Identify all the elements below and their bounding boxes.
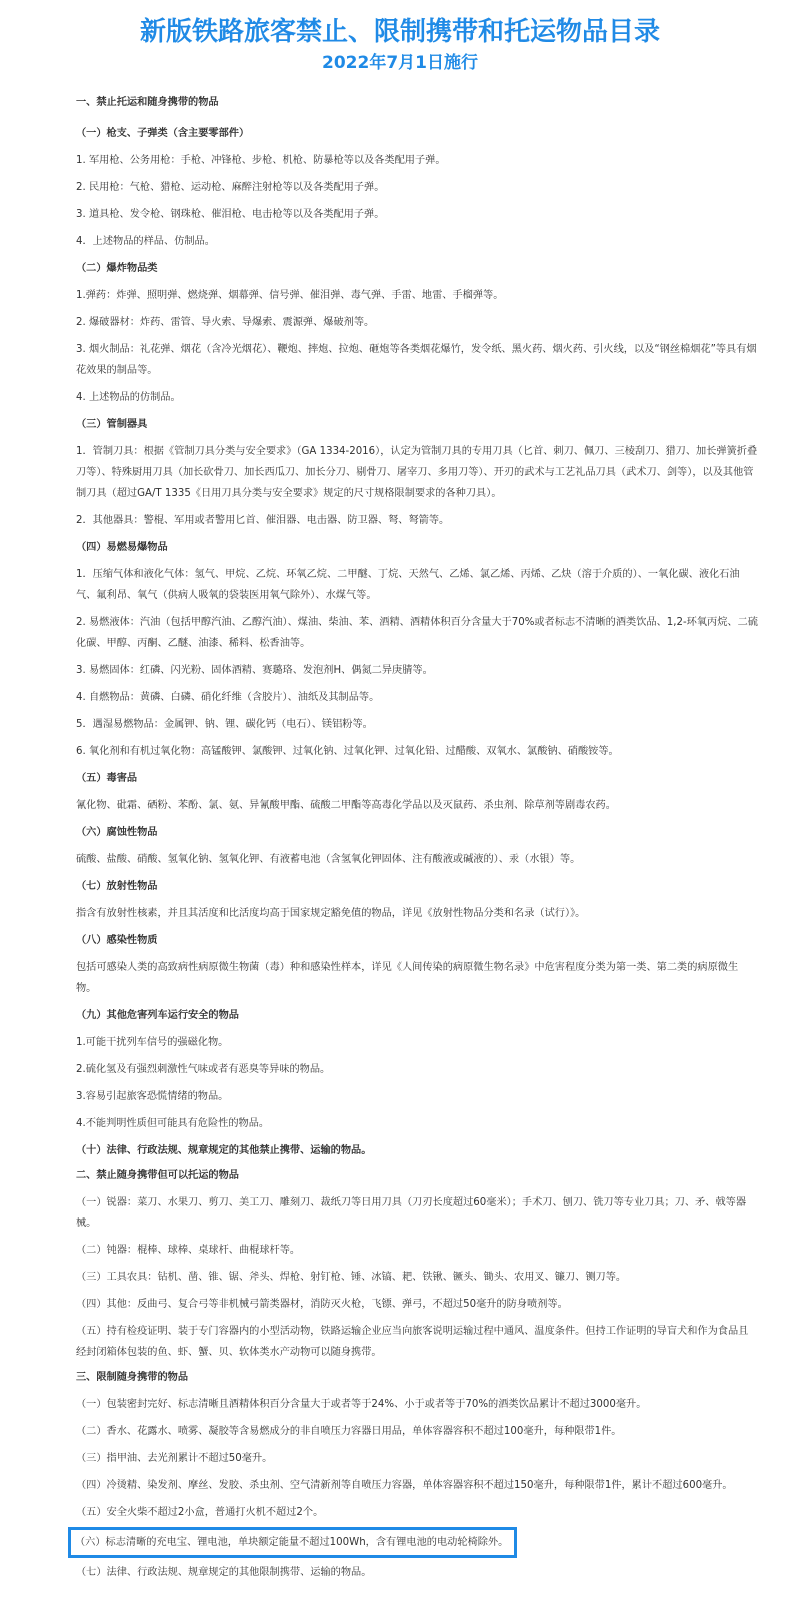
list-item: 指含有放射性核素，并且其活度和比活度均高于国家规定豁免值的物品，详见《放射性物品分类和名录（试行）》。 [76, 908, 586, 919]
list-item: （一）锐器：菜刀、水果刀、剪刀、美工刀、雕刻刀、裁纸刀等日用刀具（刀刃长度超过60毫米）；手术刀、刨刀、铣刀等专业刀具；刀、矛、戟等器械。 [76, 1197, 747, 1229]
section-heading: （二）爆炸物品类 [76, 263, 158, 274]
list-item: （二）钝器：棍棒、球棒、桌球杆、曲棍球杆等。 [76, 1245, 301, 1256]
section-heading: 一、禁止托运和随身携带的物品 [76, 97, 219, 108]
list-item: 1.弹药：炸弹、照明弹、燃烧弹、烟幕弹、信号弹、催泪弹、毒气弹、手雷、地雷、手榴弹等。 [76, 290, 504, 301]
section-heading: 二、禁止随身携带但可以托运的物品 [76, 1170, 239, 1181]
list-item: 2. 民用枪：气枪、猎枪、运动枪、麻醉注射枪等以及各类配用子弹。 [76, 182, 385, 193]
section-heading: （九）其他危害列车运行安全的物品 [76, 1010, 239, 1021]
section-heading: （六）腐蚀性物品 [76, 827, 158, 838]
list-item: （五）安全火柴不超过2小盒，普通打火机不超过2个。 [76, 1507, 324, 1518]
list-item: 5．遇湿易燃物品：金属钾、钠、锂、碳化钙（电石）、镁铝粉等。 [76, 719, 373, 730]
list-item: （三）指甲油、去光剂累计不超过50毫升。 [76, 1453, 273, 1464]
list-item: 1.可能干扰列车信号的强磁化物。 [76, 1037, 229, 1048]
section-heading: （八）感染性物质 [76, 935, 158, 946]
list-item: 4. 自燃物品：黄磷、白磷、硝化纤维（含胶片）、油纸及其制品等。 [76, 692, 380, 703]
list-item: 4．上述物品的样品、仿制品。 [76, 236, 215, 247]
list-item: 2.硫化氢及有强烈刺激性气味或者有恶臭等异味的物品。 [76, 1064, 331, 1075]
catalog-content [0, 92, 800, 1583]
list-item: 1. 军用枪、公务用枪：手枪、冲锋枪、步枪、机枪、防暴枪等以及各类配用子弹。 [76, 155, 446, 166]
list-item: （五）持有检疫证明、装于专门容器内的小型活动物，铁路运输企业应当向旅客说明运输过程中通风、温度条件。但持工作证明的导盲犬和作为食品且经封闭箱体包装的鱼、虾、蟹、贝、软体类水产动物可以随身携带。 [76, 1326, 749, 1358]
list-item: 1．管制刀具：根据《管制刀具分类与安全要求》（GA 1334-2016），认定为管制刀具的专用刀具（匕首、刺刀、佩刀、三棱刮刀、猎刀、加长弹簧折叠刀等）、特殊厨用刀具（加长砍骨刀、加长西瓜刀、加长分刀、剔骨刀、屠宰刀、多用刀等）、开刃的武术与工艺礼品刀具（武术刀、剑等），以及其他管制刀具（超过GA/T 1335《日用刀具分类与安全要求》规定的尺寸规格限制要求的各种刀具）。 [76, 446, 758, 499]
list-item: 1．压缩气体和液化气体：氢气、甲烷、乙烷、环氧乙烷、二甲醚、丁烷、天然气、乙烯、氯乙烯、丙烯、乙炔（溶于介质的）、一氧化碳、液化石油气、氟利昂、氧气（供病人吸氧的袋装医用氧气除外）、水煤气等。 [76, 569, 740, 601]
section-heading: （四）易燃易爆物品 [76, 542, 168, 553]
list-item: 6. 氧化剂和有机过氧化物：高锰酸钾、氯酸钾、过氧化钠、过氧化钾、过氧化铅、过醋酸、双氧水、氯酸钠、硝酸铵等。 [76, 746, 619, 757]
list-item: （四）冷烫精、染发剂、摩丝、发胶、杀虫剂、空气清新剂等自喷压力容器，单体容器容积不超过150毫升，每种限带1件，累计不超过600毫升。 [76, 1480, 733, 1491]
list-item: 4. 上述物品的仿制品。 [76, 392, 181, 403]
list-item: （二）香水、花露水、喷雾、凝胶等含易燃成分的非自喷压力容器日用品，单体容器容积不超过100毫升，每种限带1件。 [76, 1426, 622, 1437]
list-item: 4.不能判明性质但可能具有危险性的物品。 [76, 1118, 270, 1129]
effective-date: 2022年7月1日施行 [322, 53, 478, 73]
section-heading: （十）法律、行政法规、规章规定的其他禁止携带、运输的物品。 [76, 1145, 372, 1156]
section-heading: 三、限制随身携带的物品 [76, 1372, 189, 1383]
list-item: （七）法律、行政法规、规章规定的其他限制携带、运输的物品。 [76, 1567, 372, 1578]
list-item: （一）包装密封完好、标志清晰且酒精体积百分含量大于或者等于24%、小于或者等于70%的酒类饮品累计不超过3000毫升。 [76, 1399, 647, 1410]
section-heading: （三）管制器具 [76, 419, 148, 430]
highlighted-item: （六）标志清晰的充电宝、锂电池，单块额定能量不超过100Wh，含有锂电池的电动轮椅除外。 [68, 1527, 517, 1558]
list-item: 2. 易燃液体：汽油（包括甲醇汽油、乙醇汽油）、煤油、柴油、苯、酒精、酒精体积百分含量大于70%或者标志不清晰的酒类饮品、1,2-环氧丙烷、二硫化碳、甲醇、丙酮、乙醚、油漆、稀料、松香油等。 [76, 617, 758, 649]
section-heading: （五）毒害品 [76, 773, 138, 784]
list-item: 2．其他器具：警棍、军用或者警用匕首、催泪器、电击器、防卫器、弩、弩箭等。 [76, 515, 450, 526]
list-item: 3. 烟火制品：礼花弹、烟花（含冷光烟花）、鞭炮、摔炮、拉炮、砸炮等各类烟花爆竹，发令纸、黑火药、烟火药、引火线，以及“钢丝棉烟花”等具有烟花效果的制品等。 [76, 344, 757, 376]
list-item: （四）其他：反曲弓、复合弓等非机械弓箭类器材，消防灭火枪，飞镖、弹弓，不超过50毫升的防身喷剂等。 [76, 1299, 568, 1310]
list-item: 氰化物、砒霜、硒粉、苯酚、氯、氨、异氰酸甲酯、硫酸二甲酯等高毒化学品以及灭鼠药、杀虫剂、除草剂等剧毒农药。 [76, 800, 616, 811]
page-title: 新版铁路旅客禁止、限制携带和托运物品目录 [139, 17, 660, 47]
list-item: （三）工具农具：钻机、凿、锥、锯、斧头、焊枪、射钉枪、锤、冰镐、耙、铁锹、镢头、锄头、农用叉、镰刀、铡刀等。 [76, 1272, 627, 1283]
list-item: 3. 易燃固体：红磷、闪光粉、固体酒精、赛璐珞、发泡剂H、偶氮二异庚腈等。 [76, 665, 433, 676]
section-heading: （一）枪支、子弹类（含主要零部件） [76, 128, 250, 139]
list-item: 3.容易引起旅客恐慌情绪的物品。 [76, 1091, 229, 1102]
section-heading: （七）放射性物品 [76, 881, 158, 892]
list-item [76, 1527, 758, 1558]
list-item: 包括可感染人类的高致病性病原微生物菌（毒）种和感染性样本，详见《人间传染的病原微生物名录》中危害程度分类为第一类、第二类的病原微生物。 [76, 962, 739, 994]
list-item: 2. 爆破器材：炸药、雷管、导火索、导爆索、震源弹、爆破剂等。 [76, 317, 375, 328]
list-item: 3. 道具枪、发令枪、钢珠枪、催泪枪、电击枪等以及各类配用子弹。 [76, 209, 385, 220]
list-item: 硫酸、盐酸、硝酸、氢氧化钠、氢氧化钾、有液蓄电池（含氢氧化钾固体、注有酸液或碱液的）、汞（水银）等。 [76, 854, 581, 865]
